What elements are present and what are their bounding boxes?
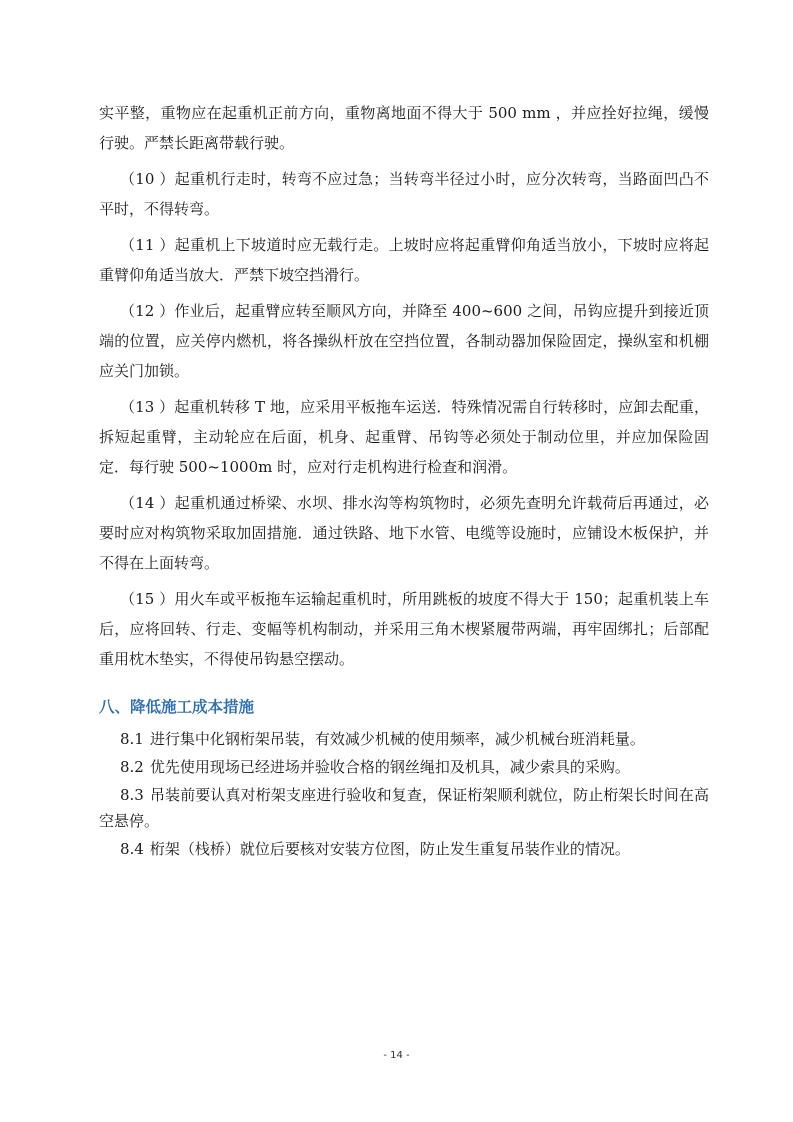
measure-number: 8.3 xyxy=(120,786,144,804)
measure-number: 8.2 xyxy=(120,758,144,776)
page-number: - 14 - xyxy=(383,1050,410,1061)
paragraph-item-10: （10 ）起重机行走时，转弯不应过急；当转弯半径过小时，应分次转弯，当路面凹凸不平时，不得转弯。 xyxy=(99,170,709,218)
measure-text: 优先使用现场已经进场并验收合格的钢丝绳扣及机具，减少索具的采购。 xyxy=(149,758,630,776)
measure-number: 8.1 xyxy=(120,730,144,748)
paragraph-item-14: （14 ）起重机通过桥梁、水坝、排水沟等构筑物时，必须先查明允许载荷后再通过，必要时应对构筑物采取加固措施．通过铁路、地下水管、电缆等设施时，应铺设木板保护，并不得在上面转弯。 xyxy=(99,494,709,572)
measure-item xyxy=(99,836,709,862)
paragraph-item-13: （13 ）起重机转移 T 地，应采用平板拖车运送．特殊情况需自行转移时，应卸去配重，拆短起重臂，主动轮应在后面，机身、起重臂、吊钩等必须处于制动位里，并应加保险固定．每行驶 500~1000m 时，应对行走机构进行检查和润滑。 xyxy=(99,398,709,476)
measure-text: 进行集中化钢桁架吊装，有效减少机械的使用频率，减少机械台班消耗量。 xyxy=(149,730,645,748)
measure-item xyxy=(99,754,709,780)
paragraph-item-12: （12 ）作业后，起重臂应转至顺风方向，并降至 400~600 之间，吊钩应提升到接近顶端的位置，应关停内燃机，将各操纵杆放在空挡位置，各制动器加保险固定，操纵室和机棚应关门加锁。 xyxy=(99,302,709,380)
paragraph-item-11: （11 ）起重机上下坡道时应无载行走。上坡时应将起重臂仰角适当放小，下坡时应将起重臂仰角适当放大．严禁下坡空挡滑行。 xyxy=(99,236,709,284)
body-content xyxy=(99,98,709,862)
measure-item xyxy=(99,782,709,834)
measure-number: 8.4 xyxy=(120,840,144,858)
paragraph-item-15: （15 ）用火车或平板拖车运输起重机时，所用跳板的坡度不得大于 150；起重机装上车后，应将回转、行走、变幅等机构制动，并采用三角木楔紧履带两端，再牢固绑扎；后部配重用枕木垫实，不得使吊钩悬空摆动。 xyxy=(99,590,709,668)
measure-text: 桁架（栈桥）就位后要核对安装方位图，防止发生重复吊装作业的情况。 xyxy=(149,840,630,858)
measure-text: 吊装前要认真对桁架支座进行验收和复查，保证桁架顺利就位，防止桁架长时间在高空悬停。 xyxy=(99,786,709,830)
paragraph-continuation: 实平整，重物应在起重机正前方向，重物离地面不得大于 500 mm ，并应拴好拉绳，缓慢行驶。严禁长距离带载行驶。 xyxy=(99,104,709,152)
measure-item xyxy=(99,726,709,752)
section-heading: 八、降低施工成本措施 xyxy=(99,698,255,716)
